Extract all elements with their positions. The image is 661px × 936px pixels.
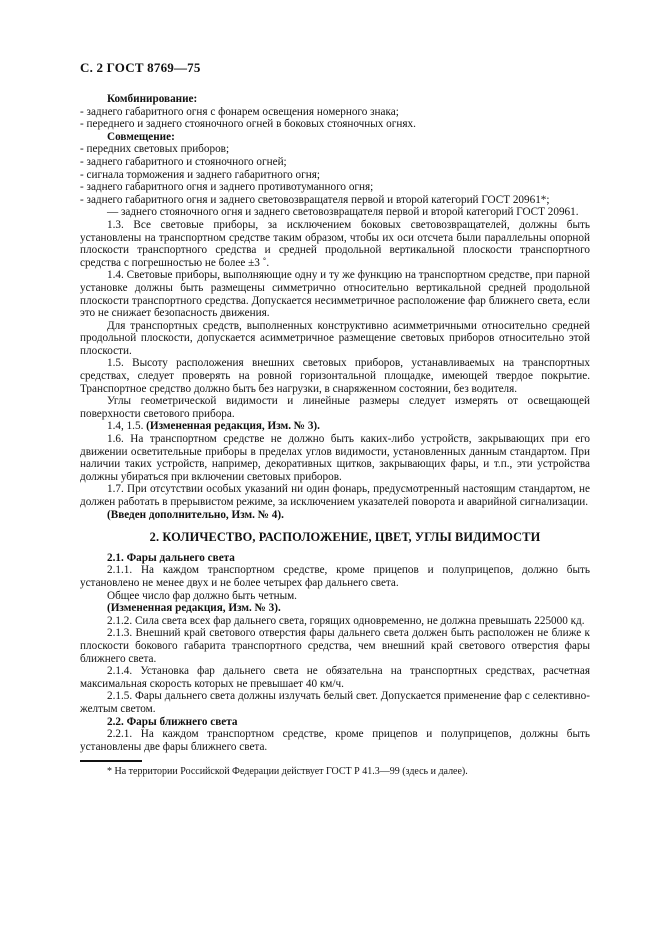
list-item: — заднего стояночного огня и заднего световозвращателя первой и второй категорий ГОСТ 20961. xyxy=(107,206,579,219)
clause-1-7: 1.7. При отсутствии особых указаний ни один фонарь, предусмотренный настоящим стандартом, не должен работать в прерывистом режиме, за исключением указателей поворота и аварийной сигнализации. xyxy=(80,483,590,508)
clause-2-2-1: 2.2.1. На каждом транспортном средстве, кроме прицепов и полуприцепов, должны быть установлены две фары ближнего света. xyxy=(80,728,590,753)
paragraph: Углы геометрической видимости и линейные размеры следует измерять от освещающей поверхности светового прибора. xyxy=(80,395,590,420)
amendment-note: (Введен дополнительно, Изм. № 4). xyxy=(107,508,284,521)
document-body xyxy=(80,93,590,779)
list-item: - заднего габаритного и стояночного огней; xyxy=(80,155,287,168)
list-item: - переднего и заднего стояночного огней в боковых стояночных огнях. xyxy=(80,118,416,131)
section-title: 2. КОЛИЧЕСТВО, РАСПОЛОЖЕНИЕ, ЦВЕТ, УГЛЫ ВИДИМОСТИ xyxy=(149,530,541,545)
clause-2-1-2: 2.1.2. Сила света всех фар дальнего света, горящих одновременно, не должна превышать 225000 кд. xyxy=(107,614,585,627)
list-item: - сигнала торможения и заднего габаритного огня; xyxy=(80,168,320,181)
list-item: - заднего габаритного огня и заднего световозвращателя первой и второй категорий ГОСТ 20961*; xyxy=(80,193,550,206)
clause-2-1-5: 2.1.5. Фары дальнего света должны излучать белый свет. Допускается применение фар с селективно-желтым светом. xyxy=(80,690,590,715)
page-header: С. 2 ГОСТ 8769—75 xyxy=(80,60,201,75)
amendment-note: (Измененная редакция, Изм. № 3). xyxy=(107,602,281,615)
paragraph: Общее число фар должно быть четным. xyxy=(107,589,297,602)
subheading-combining: Совмещение: xyxy=(107,130,175,143)
clause-1-4: 1.4. Световые приборы, выполняющие одну и ту же функцию на транспортном средстве, при парной установке должны быть размещены симметрично относительно вертикальной средней продольной плоскости транспортного средства. Допускается несимметричное расположение фар ближнего света, если это не снижает безопасность движения. xyxy=(80,269,590,320)
subsection-title: 2.1. Фары дальнего света xyxy=(107,551,235,564)
clause-1-3: 1.3. Все световые приборы, за исключением боковых световозвращателей, должны быть установлены на транспортном средстве таким образом, чтобы их оси отсчета были параллельны опорной плоскости транспортного средства и средней продольной вертикальной плоскости транспортного средства с погрешностью не более ±3 ˚. xyxy=(80,218,590,269)
clause-2-1-4: 2.1.4. Установка фар дальнего света не обязательна на транспортных средствах, расчетная максимальная скорость которых не превышает 40 км/ч. xyxy=(80,665,590,690)
footnote: * На территории Российской Федерации действует ГОСТ Р 41.3—99 (здесь и далее). xyxy=(107,766,468,778)
list-item: - заднего габаритного огня с фонарем освещения номерного знака; xyxy=(80,105,399,118)
list-item: - заднего габаритного огня и заднего противотуманного огня; xyxy=(80,181,374,194)
amendment-note xyxy=(80,420,590,433)
clause-1-5: 1.5. Высоту расположения внешних световых приборов, устанавливаемых на транспортных средствах, следует проверять на ровной горизонтальной площадке, имеющей твердое покрытие. Транспортное средство должно быть без нагрузки, в снаряженном состоянии, без водителя. xyxy=(80,357,590,395)
clause-1-6: 1.6. На транспортном средстве не должно быть каких-либо устройств, закрывающих при его движении осветительные приборы в пределах углов видимости, установленных данным стандартом. При наличии таких устройств, например, декоративных щитков, закрывающих фары, и т.п., эти устройства должны убираться при включении световых приборов. xyxy=(80,433,590,483)
amendment-text: (Измененная редакция, Изм. № 3). xyxy=(146,420,320,433)
footnote-divider xyxy=(80,760,142,762)
clause-ref: 1.4, 1.5. xyxy=(107,420,147,433)
subheading-combination: Комбинирование: xyxy=(107,93,198,105)
subsection-title: 2.2. Фары ближнего света xyxy=(107,715,238,728)
list-item: - передних световых приборов; xyxy=(80,143,230,156)
clause-2-1-3: 2.1.3. Внешний край светового отверстия фары дальнего света должен быть расположен не ближе к плоскости бокового габарита транспортного средства, чем внешний край светового отверстия фары ближнего света. xyxy=(80,627,590,665)
clause-2-1-1: 2.1.1. На каждом транспортном средстве, кроме прицепов и полуприцепов, должно быть установлено не менее двух и не более четырех фар дальнего света. xyxy=(80,564,590,589)
paragraph: Для транспортных средств, выполненных конструктивно асимметричными относительно средней продольной плоскости, допускается асимметричное размещение световых приборов относительно этой плоскости. xyxy=(80,319,590,357)
